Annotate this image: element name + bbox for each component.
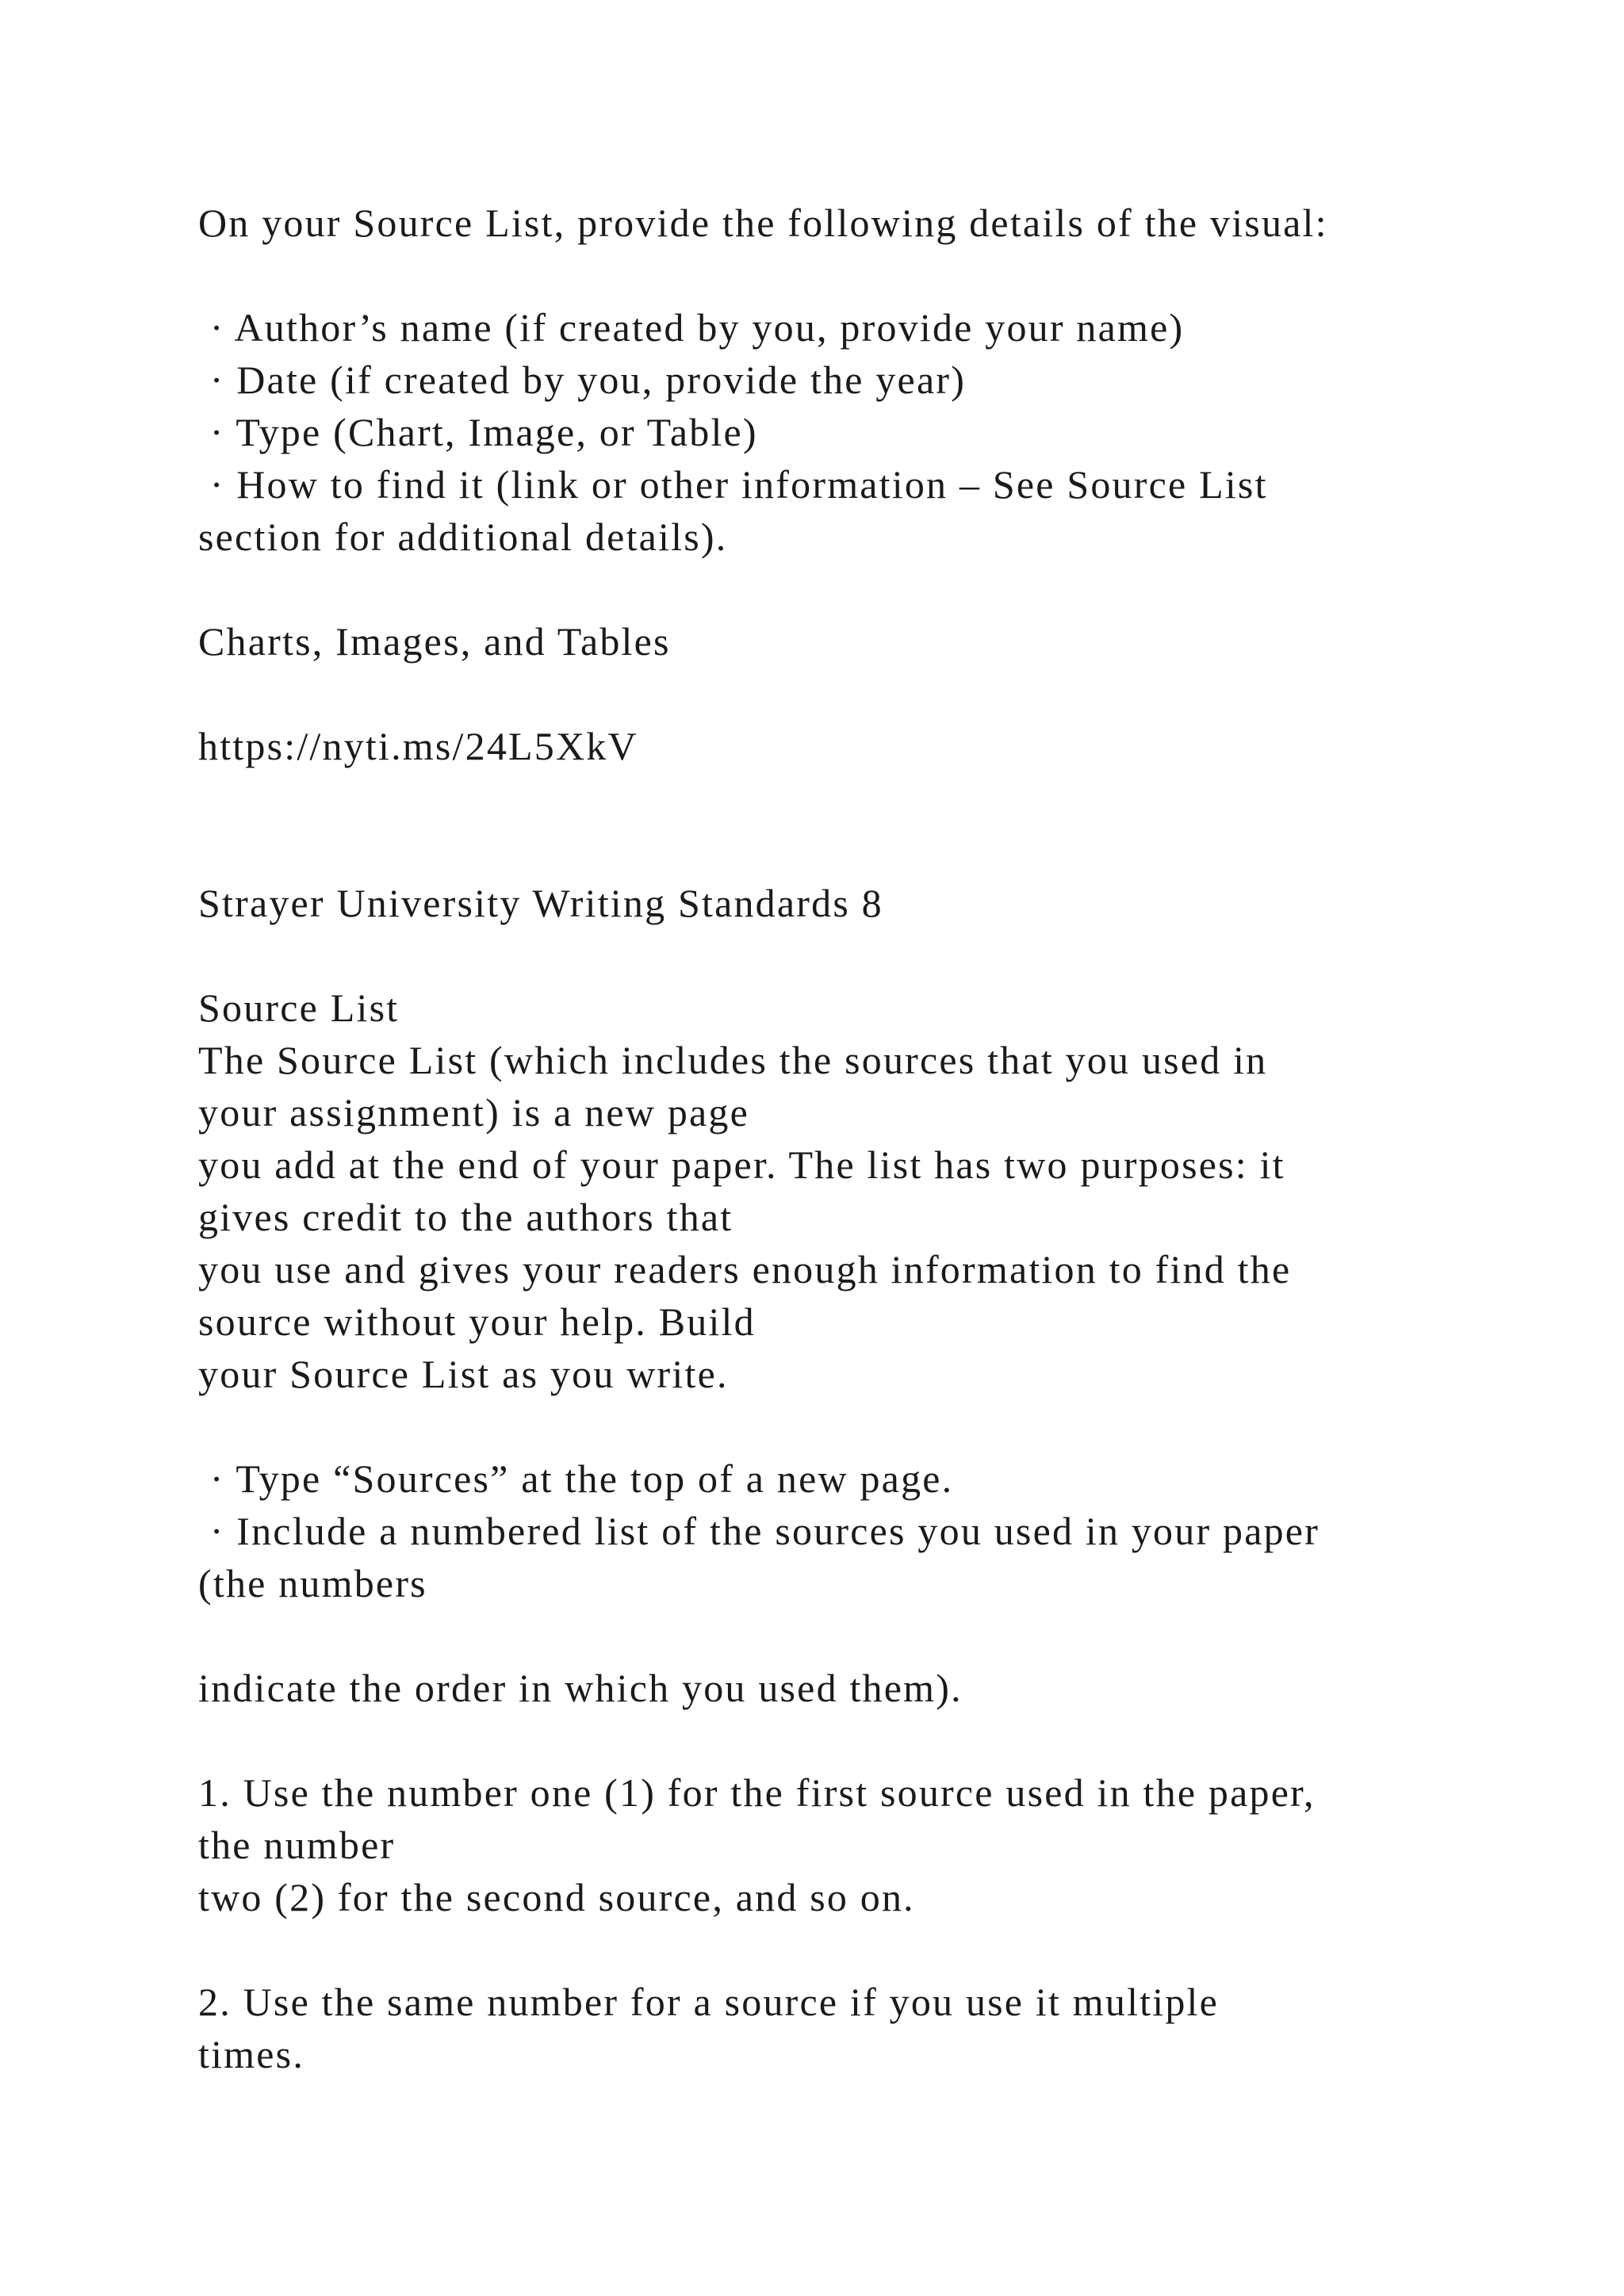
section-heading: Source List (198, 985, 400, 1030)
text-line: two (2) for the second source, and so on. (198, 1875, 915, 1919)
list-item: · Date (if created by you, provide the year) (198, 358, 967, 402)
text-line: source without your help. Build (198, 1299, 756, 1344)
text-line: the number (198, 1823, 396, 1867)
section-heading: Charts, Images, and Tables (198, 619, 671, 664)
page-header: Strayer University Writing Standards 8 (198, 881, 883, 925)
list-item: · Type (Chart, Image, or Table) (198, 410, 758, 454)
text-line: The Source List (which includes the sources that you used in (198, 1038, 1268, 1082)
text-line: On your Source List, provide the following details of the visual: (198, 201, 1328, 245)
list-item: · Type “Sources” at the top of a new page. (198, 1456, 954, 1501)
text-line: you use and gives your readers enough information to find the (198, 1247, 1292, 1292)
text-line: section for additional details). (198, 515, 728, 559)
list-item: 1. Use the number one (1) for the first source used in the paper, (198, 1770, 1316, 1815)
text-line: times. (198, 2032, 305, 2076)
list-item: · How to find it (link or other information – See Source List (198, 462, 1268, 507)
text-line: your Source List as you write. (198, 1352, 729, 1396)
text-line: you add at the end of your paper. The list has two purposes: it (198, 1142, 1285, 1187)
text-line: gives credit to the authors that (198, 1195, 733, 1239)
text-line: indicate the order in which you used them). (198, 1666, 963, 1710)
list-item: · Author’s name (if created by you, provide your name) (198, 305, 1185, 350)
text-line: (the numbers (198, 1561, 427, 1605)
url-text: https://nyti.ms/24L5XkV (198, 724, 638, 768)
list-item: · Include a numbered list of the sources you used in your paper (198, 1509, 1320, 1553)
list-item: 2. Use the same number for a source if you use it multiple (198, 1980, 1220, 2024)
text-line: your assignment) is a new page (198, 1090, 750, 1135)
